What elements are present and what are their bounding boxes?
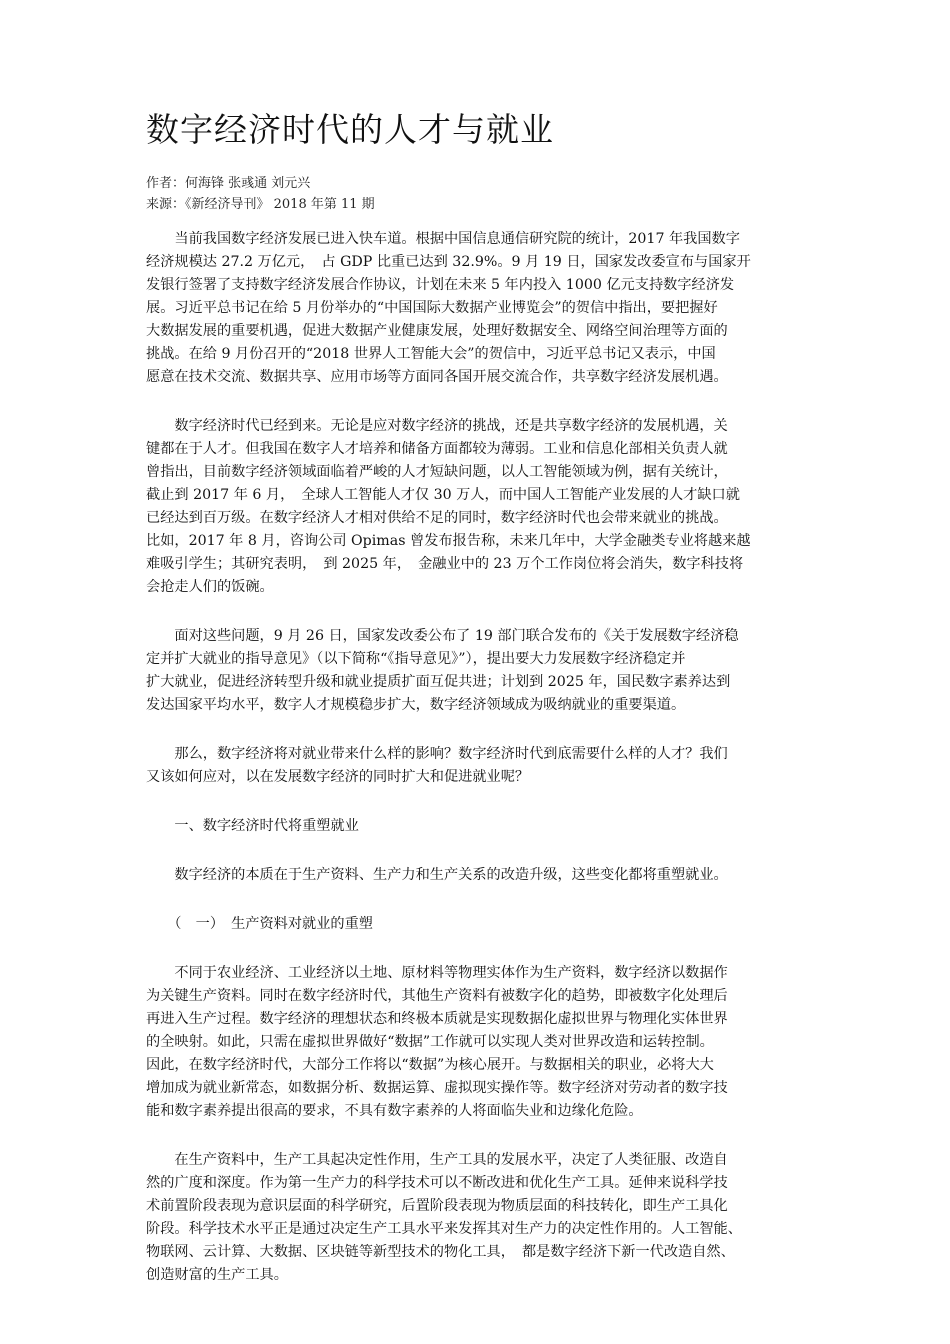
text-line: 键都在于人才。但我国在数字人才培养和储备方面都较为薄弱。工业和信息化部相关负责人就 xyxy=(146,441,728,457)
text-line: 又该如何应对，以在发展数字经济的同时扩大和促进就业呢？ xyxy=(146,769,530,785)
article-paragraph xyxy=(146,913,812,936)
text-line: 再进入生产过程。数字经济的理想状态和终极本质就是实现数据化虚拟世界与物理化实体世界 xyxy=(146,1011,728,1027)
text-line: 大数据发展的重要机遇，促进大数据产业健康发展，处理好数据安全、网络空间治理等方面的 xyxy=(146,323,728,339)
text-line: 截止到 2017 年 6 月， 全球人工智能人才仅 30 万人，而中国人工智能产业发展的人才缺口就 xyxy=(146,487,740,503)
article-paragraph xyxy=(146,815,812,838)
text-line: 挑战。在给 9 月份召开的“2018 世界人工智能大会”的贺信中，习近平总书记又表示，中国 xyxy=(146,346,716,362)
text-line: 当前我国数字经济发展已进入快车道。根据中国信息通信研究院的统计，2017 年我国数字 xyxy=(146,231,740,247)
text-line: 在生产资料中，生产工具起决定性作用，生产工具的发展水平，决定了人类征服、改造自 xyxy=(146,1152,728,1168)
text-line: 创造财富的生产工具。 xyxy=(146,1267,288,1283)
article-paragraph xyxy=(146,625,812,717)
text-line: 增加成为就业新常态，如数据分析、数据运算、虚拟现实操作等。数字经济对劳动者的数字技 xyxy=(146,1080,728,1096)
source-line: 来源：《新经济导刊》 2018 年第 11 期 xyxy=(146,197,375,212)
text-line: 会抢走人们的饭碗。 xyxy=(146,579,274,595)
article-paragraph xyxy=(146,962,812,1123)
article-title: 数字经济时代的人才与就业 xyxy=(146,110,554,149)
article-paragraph xyxy=(146,228,812,389)
article-paragraph xyxy=(146,415,812,599)
article-paragraph xyxy=(146,1149,812,1287)
text-line: 定并扩大就业的指导意见》（以下简称“《指导意见》”），提出要大力发展数字经济稳定并 xyxy=(146,651,686,667)
text-line: 术前置阶段表现为意识层面的科学研究，后置阶段表现为物质层面的科技转化，即生产工具化 xyxy=(146,1198,728,1214)
text-line: 展。习近平总书记在给 5 月份举办的“中国国际大数据产业博览会”的贺信中指出，要把握好 xyxy=(146,300,718,316)
article-paragraph xyxy=(146,743,812,789)
text-line: 经济规模达 27.2 万亿元， 占 GDP 比重已达到 32.9%。9 月 19 日，国家发改委宣布与国家开 xyxy=(146,254,751,270)
text-line: （ 一） 生产资料对就业的重塑 xyxy=(146,916,373,932)
author-line: 作者：何海锋 张彧通 刘元兴 xyxy=(146,176,311,191)
text-line: 扩大就业，促进经济转型升级和就业提质扩面互促共进；计划到 2025 年，国民数字素养达到 xyxy=(146,674,731,690)
text-line: 不同于农业经济、工业经济以土地、原材料等物理实体作为生产资料，数字经济以数据作 xyxy=(146,965,728,981)
text-line: 发银行签署了支持数字经济发展合作协议，计划在未来 5 年内投入 1000 亿元支持数字经济发 xyxy=(146,277,735,293)
text-line: 为关键生产资料。同时在数字经济时代，其他生产资料有被数字化的趋势，即被数字化处理后 xyxy=(146,988,728,1004)
text-line: 的全映射。如此，只需在虚拟世界做好“数据”工作就可以实现人类对世界改造和运转控制。 xyxy=(146,1034,714,1050)
text-line: 已经达到百万级。在数字经济人才相对供给不足的同时，数字经济时代也会带来就业的挑战。 xyxy=(146,510,728,526)
article-paragraph xyxy=(146,864,812,887)
text-line: 因此，在数字经济时代，大部分工作将以“数据”为核心展开。与数据相关的职业，必将大大 xyxy=(146,1057,714,1073)
text-line: 曾指出，目前数字经济领域面临着严峻的人才短缺问题，以人工智能领域为例，据有关统计， xyxy=(146,464,728,480)
text-line: 物联网、云计算、大数据、区块链等新型技术的物化工具， 都是数字经济下新一代改造自然、 xyxy=(146,1244,735,1260)
text-line: 发达国家平均水平，数字人才规模稳步扩大，数字经济领域成为吸纳就业的重要渠道。 xyxy=(146,697,686,713)
text-line: 愿意在技术交流、数据共享、应用市场等方面同各国开展交流合作，共享数字经济发展机遇。 xyxy=(146,369,728,385)
text-line: 能和数字素养提出很高的要求，不具有数字素养的人将面临失业和边缘化危险。 xyxy=(146,1103,643,1119)
text-line: 数字经济的本质在于生产资料、生产力和生产关系的改造升级，这些变化都将重塑就业。 xyxy=(146,867,728,883)
text-line: 一、数字经济时代将重塑就业 xyxy=(146,818,359,834)
text-line: 面对这些问题，9 月 26 日，国家发改委公布了 19 部门联合发布的《关于发展数字经济稳 xyxy=(146,628,739,644)
text-line: 那么，数字经济将对就业带来什么样的影响？数字经济时代到底需要什么样的人才？我们 xyxy=(146,746,728,762)
text-line: 比如，2017 年 8 月，咨询公司 Opimas 曾发布报告称，未来几年中，大学金融类专业将越来越 xyxy=(146,533,751,549)
article-body xyxy=(146,228,812,1313)
text-line: 然的广度和深度。作为第一生产力的科学技术可以不断改进和优化生产工具。延伸来说科学技 xyxy=(146,1175,728,1191)
text-line: 阶段。科学技术水平正是通过决定生产工具水平来发挥其对生产力的决定性作用的。人工智能、 xyxy=(146,1221,742,1237)
text-line: 难吸引学生；其研究表明， 到 2025 年， 金融业中的 23 万个工作岗位将会消失，数字科技将 xyxy=(146,556,744,572)
text-line: 数字经济时代已经到来。无论是应对数字经济的挑战，还是共享数字经济的发展机遇，关 xyxy=(146,418,728,434)
